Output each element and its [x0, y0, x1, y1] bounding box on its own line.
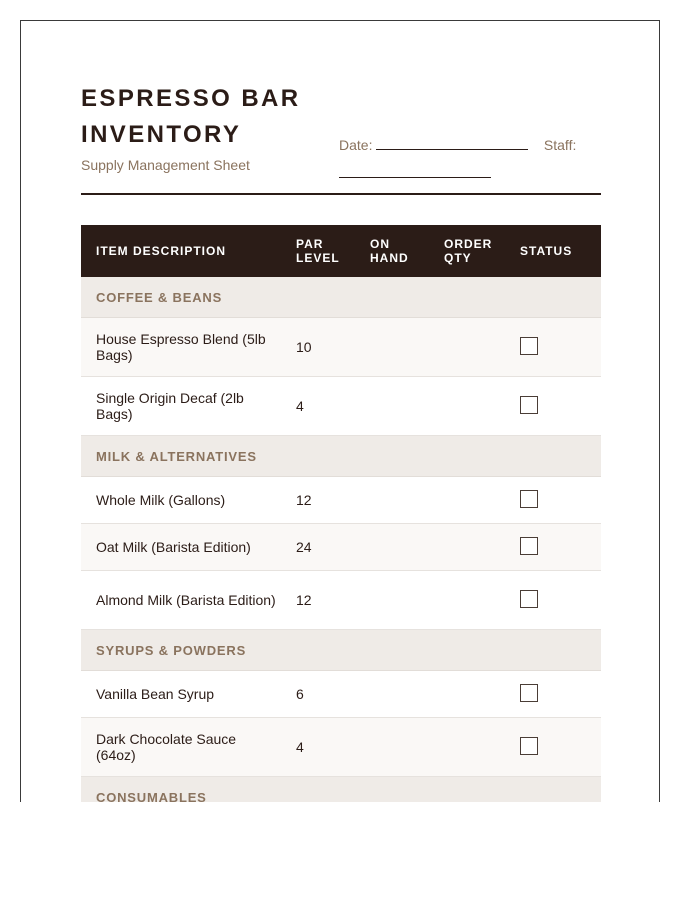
col-onhand-line1: ON — [370, 237, 390, 251]
table-header-row — [81, 225, 601, 277]
status-checkbox[interactable] — [520, 490, 538, 508]
status-checkbox[interactable] — [520, 684, 538, 702]
item-status — [516, 524, 601, 571]
status-checkbox[interactable] — [520, 396, 538, 414]
inventory-table — [81, 225, 601, 802]
item-par-level: 6 — [292, 671, 366, 718]
page-subtitle: Supply Management Sheet — [81, 157, 250, 173]
status-checkbox[interactable] — [520, 590, 538, 608]
header-divider — [81, 193, 601, 195]
item-on-hand[interactable] — [366, 524, 440, 571]
sheet-meta — [339, 131, 609, 187]
table-row — [81, 477, 601, 524]
status-checkbox[interactable] — [520, 737, 538, 755]
col-onhand-line2: HAND — [370, 251, 409, 265]
col-par-level — [292, 225, 366, 277]
item-status — [516, 377, 601, 436]
item-order-qty[interactable] — [440, 671, 516, 718]
staff-label: Staff: — [543, 137, 577, 153]
item-on-hand[interactable] — [366, 477, 440, 524]
table-row — [81, 571, 601, 630]
item-on-hand[interactable] — [366, 571, 440, 630]
category-row — [81, 777, 601, 803]
category-label: MILK & ALTERNATIVES — [81, 436, 601, 477]
item-par-level: 4 — [292, 718, 366, 777]
item-status — [516, 571, 601, 630]
table-row — [81, 318, 601, 377]
col-on-hand — [366, 225, 440, 277]
status-checkbox[interactable] — [520, 337, 538, 355]
category-row — [81, 436, 601, 477]
status-checkbox[interactable] — [520, 537, 538, 555]
item-description: Vanilla Bean Syrup — [81, 671, 292, 718]
item-description: Single Origin Decaf (2lb Bags) — [81, 377, 292, 436]
category-row — [81, 277, 601, 318]
item-on-hand[interactable] — [366, 377, 440, 436]
category-label: COFFEE & BEANS — [81, 277, 601, 318]
item-order-qty[interactable] — [440, 571, 516, 630]
item-description: House Espresso Blend (5lb Bags) — [81, 318, 292, 377]
title-line-2: INVENTORY — [81, 121, 242, 148]
item-order-qty[interactable] — [440, 718, 516, 777]
item-par-level: 24 — [292, 524, 366, 571]
category-row — [81, 630, 601, 671]
date-field[interactable] — [376, 135, 528, 150]
item-status — [516, 718, 601, 777]
col-order-qty — [440, 225, 516, 277]
table-row — [81, 671, 601, 718]
table-row — [81, 524, 601, 571]
col-order-line1: ORDER — [444, 237, 493, 251]
item-status — [516, 671, 601, 718]
col-item-description: ITEM DESCRIPTION — [81, 225, 292, 277]
title-line-1: ESPRESSO BAR — [81, 85, 301, 112]
item-on-hand[interactable] — [366, 318, 440, 377]
item-order-qty[interactable] — [440, 524, 516, 571]
item-description: Whole Milk (Gallons) — [81, 477, 292, 524]
item-description: Dark Chocolate Sauce (64oz) — [81, 718, 292, 777]
inventory-sheet — [20, 20, 660, 802]
category-label: SYRUPS & POWDERS — [81, 630, 601, 671]
item-order-qty[interactable] — [440, 477, 516, 524]
item-on-hand[interactable] — [366, 671, 440, 718]
item-par-level: 4 — [292, 377, 366, 436]
item-par-level: 10 — [292, 318, 366, 377]
item-order-qty[interactable] — [440, 377, 516, 436]
col-status: STATUS — [516, 225, 601, 277]
col-order-line2: QTY — [444, 251, 472, 265]
page-title — [81, 81, 341, 153]
item-par-level: 12 — [292, 571, 366, 630]
sheet-header — [81, 81, 601, 173]
item-on-hand[interactable] — [366, 718, 440, 777]
table-row — [81, 718, 601, 777]
item-order-qty[interactable] — [440, 318, 516, 377]
item-status — [516, 477, 601, 524]
item-status — [516, 318, 601, 377]
item-par-level: 12 — [292, 477, 366, 524]
date-label: Date: — [339, 137, 373, 153]
staff-field[interactable] — [339, 163, 491, 178]
item-description: Almond Milk (Barista Edition) — [81, 571, 292, 630]
item-description: Oat Milk (Barista Edition) — [81, 524, 292, 571]
table-row — [81, 377, 601, 436]
col-par-line2: LEVEL — [296, 251, 340, 265]
col-par-line1: PAR — [296, 237, 324, 251]
category-label: CONSUMABLES — [81, 777, 601, 803]
